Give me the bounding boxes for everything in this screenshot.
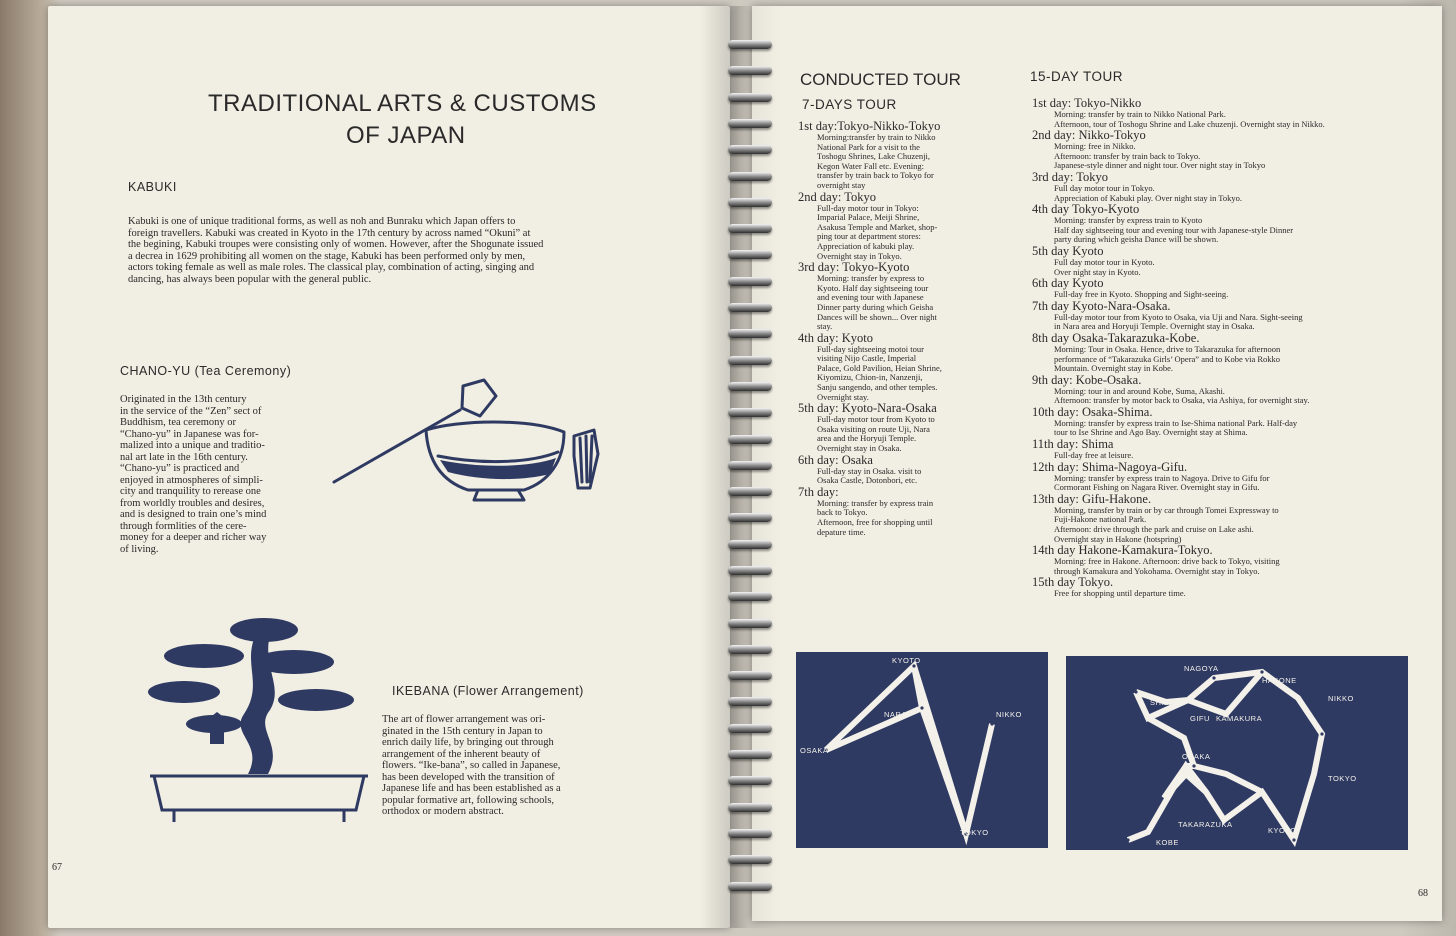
fifteen-day-itinerary [1032, 97, 1422, 599]
kabuki-paragraph [128, 216, 628, 285]
kabuki-line: the begining, Kabuki troupes were consisting only of women. However, after the Shogunate issued [128, 239, 544, 250]
binding-ring [728, 329, 772, 338]
binding-ring [728, 829, 772, 838]
day-description: Kyoto. Half day sightseeing tour [817, 282, 929, 293]
chanoyu-line: nal art late in the 16th century. [120, 451, 248, 463]
day-title: 5th day: Kyoto-Nara-Osaka [798, 401, 937, 416]
day-description: Morning: transfer by train to Nikko National Park. [1054, 109, 1226, 119]
binding-ring [728, 540, 772, 549]
day-description: Full day motor tour in Tokyo. [1054, 182, 1155, 193]
binding-ring [728, 513, 772, 522]
map-label-kyoto: KYOTO [1268, 826, 1297, 835]
day-description: Appreciation of kabuki play. [817, 240, 915, 251]
day-description: Afternoon, free for shopping until [817, 517, 933, 527]
day-description: Palace, Gold Pavilion, Heian Shrine, [817, 362, 942, 373]
day-description: ping tour at department stores: [817, 231, 921, 242]
itinerary-day [1032, 129, 1422, 171]
binding-ring [728, 750, 772, 759]
binding-ring [728, 671, 772, 680]
day-description: Morning:transfer by train to Nikko [817, 132, 936, 142]
binding-ring [728, 566, 772, 575]
day-description: tour to Ise Shrine and Ago Bay. Overnight stay at Shima. [1054, 427, 1248, 438]
binding-ring [728, 592, 772, 601]
ikebana-line: has been developed with the transition of [382, 771, 555, 783]
day-description: depature time. [817, 526, 866, 537]
itinerary-day [1032, 203, 1422, 245]
day-description: Mountain. Overnight stay in Kobe. [1054, 363, 1173, 374]
chanoyu-line: money for a deeper and richer way [120, 532, 267, 543]
itinerary-day [798, 120, 988, 191]
conducted-tour-heading: CONDUCTED TOUR [800, 70, 961, 89]
day-description: Half day sightseeing tour and evening tour with Japanese-style Dinner [1054, 224, 1294, 235]
day-title: 15th day Tokyo. [1032, 575, 1114, 590]
day-description: Full-day stay in Osaka. visit to [817, 465, 922, 476]
ikebana-line: orthodox or modern abstract. [382, 806, 504, 817]
bonsai-illustration [144, 604, 374, 834]
binding-ring [728, 356, 772, 365]
binding-ring [728, 224, 772, 233]
kabuki-heading: KABUKI [128, 180, 177, 194]
day-description: Full-day sightseeing motoi tour [817, 343, 924, 354]
map-label-tokyo: TOKYO [1328, 774, 1357, 783]
map-label-kobe: KOBE [1156, 838, 1179, 847]
binding-ring [728, 487, 772, 496]
binding-ring [728, 198, 772, 207]
chanoyu-line: in the service of the “Zen” sect of [120, 405, 262, 417]
ikebana-line: The art of flower arrangement was ori- [382, 714, 546, 725]
chanoyu-line: through formlities of the cere- [120, 520, 247, 532]
map-label-nikko: NIKKO [996, 710, 1022, 719]
map-label-nagoya: NAGOYA [1184, 664, 1219, 673]
day-description: in Nara area and Horyuji Temple. Overnight stay in Osaka. [1054, 321, 1255, 332]
itinerary-day [1032, 438, 1422, 461]
day-description: stay. [817, 321, 833, 332]
day-description: Overnight stay in Hakone (hotspring) [1054, 533, 1182, 544]
binding-ring [728, 93, 772, 102]
day-description: transfer by train back to Tokyo for [817, 170, 934, 181]
day-description: Morning: tour in and around Kobe, Suma, Akashi. [1054, 385, 1225, 396]
ikebana-line: Japanese life and has been established as a [382, 783, 561, 794]
day-description: Morning, transfer by train or by car through Tomei Expressway to [1054, 504, 1279, 515]
map-label-tokyo: TOKYO [960, 828, 989, 837]
map-label-takarazuka: TAKARAZUKA [1178, 820, 1233, 829]
day-description: Asakusa Temple and Market, shop- [817, 221, 938, 232]
day-description: National Park for a visit to the [817, 141, 920, 152]
binding-ring [728, 882, 772, 891]
binding-ring [728, 40, 772, 49]
day-title: 1st day: Tokyo-Nikko [1032, 96, 1142, 110]
binding-ring [728, 803, 772, 812]
day-title: 12th day: Shima-Nagoya-Gifu. [1032, 459, 1188, 474]
itinerary-day [1032, 300, 1422, 332]
day-title: 2nd day: Nikko-Tokyo [1032, 128, 1146, 143]
map-label-hakone: HAKONE [1262, 676, 1297, 685]
day-description: Dances will be shown... Over night [817, 311, 937, 322]
ikebana-line: ginated in the 15th century in Japan to [382, 725, 543, 737]
day-title: 10th day: Osaka-Shima. [1032, 404, 1153, 419]
day-title: 4th day Tokyo-Kyoto [1032, 202, 1140, 217]
chanoyu-line: enjoyed in atmospheres of simpli- [120, 474, 263, 486]
day-description: Full day motor tour in Kyoto. [1054, 256, 1155, 267]
day-description: Fuji-Hakone national Park. [1054, 514, 1147, 525]
map-label-gifu: GIFU [1190, 714, 1210, 723]
binding-ring [728, 855, 772, 864]
day-description: Morning: transfer by express train to Kyoto [1054, 215, 1203, 226]
chanoyu-line: city and tranquility to rerease one [120, 486, 261, 497]
itinerary-day [1032, 171, 1422, 203]
day-title: 6th day Kyoto [1032, 276, 1104, 291]
itinerary-day [1032, 332, 1422, 374]
day-description: Morning: free in Nikko. [1054, 141, 1136, 152]
binding-ring [728, 645, 772, 654]
seven-day-route-lines [796, 652, 1048, 848]
day-title: 1st day:Tokyo-Nikko-Tokyo [798, 119, 941, 133]
binding-ring [728, 66, 772, 75]
day-description: Cormorant Fishing on Nagara River. Overnight stay in Gifu. [1054, 482, 1260, 493]
page-title-line2: OF JAPAN [346, 122, 466, 149]
day-description: Free for shopping until departure time. [1054, 588, 1186, 599]
kabuki-line: foreign travellers. Kabuki was created in Kyoto in the 17th century by across named “Okuni” at [128, 227, 531, 239]
day-description: Japanese-style dinner and night tour. Over night stay in Tokyo [1054, 160, 1266, 171]
page-number-right: 68 [1418, 888, 1428, 899]
day-title: 13th day: Gifu-Hakone. [1032, 491, 1152, 506]
day-description: Morning: transfer by express train [817, 497, 934, 508]
day-description: Full-day free in Kyoto. Shopping and Sight-seeing. [1054, 289, 1229, 300]
day-title: 3rd day: Tokyo-Kyoto [798, 260, 910, 275]
day-description: Morning: free in Hakone. Afternoon: drive back to Tokyo, visiting [1054, 556, 1280, 567]
binding-ring [728, 776, 772, 785]
chanoyu-line: of living. [120, 543, 159, 555]
day-description: Overnight stay. [817, 391, 869, 402]
binding-ring [728, 145, 772, 154]
day-description: Full-day free at leisure. [1054, 450, 1134, 461]
day-description: Morning: transfer by express to [817, 273, 925, 284]
kabuki-line: dancing, has always been popular with the general public. [128, 273, 372, 285]
map-label-kyoto: KYOTO [892, 656, 921, 665]
day-description: Dinner party during which Geisha [817, 301, 934, 312]
itinerary-day [1032, 277, 1422, 300]
chanoyu-line: and is designed to train one’s mind [120, 509, 267, 520]
day-description: Full-day motor tour from Kyoto to Osaka, via Uji and Nara. Sight-seeing [1054, 311, 1303, 322]
day-description: Osaka Castle, Dotonbori, etc. [817, 475, 918, 486]
binding-ring [728, 119, 772, 128]
chanoyu-line: Originated in the 13th century [120, 394, 247, 405]
binding-ring [728, 435, 772, 444]
day-description: Appreciation of Kabuki play. Over night stay in Tokyo. [1054, 192, 1243, 203]
day-title: 14th day Hakone-Kamakura-Tokyo. [1032, 543, 1213, 558]
tea-ceremony-illustration [328, 372, 628, 512]
binding-ring [728, 697, 772, 706]
day-description: Full-day motor tour from Kyoto to [817, 414, 935, 425]
map-label-nara: NARA [884, 710, 907, 719]
ikebana-line: arrangement of the inherent beauty of [382, 748, 541, 760]
day-title: 5th day Kyoto [1032, 243, 1104, 258]
map-label-kamakura: KAMAKURA [1216, 714, 1263, 723]
day-description: Afternoon: drive through the park and cruise on Lake ashi. [1054, 524, 1254, 535]
map-label-osaka: OSAKA [1182, 752, 1211, 761]
itinerary-day [798, 486, 988, 537]
day-description: Afternoon: transfer by train back to Tokyo. [1054, 150, 1201, 161]
day-description: Imparial Palace, Meiji Shrine, [817, 212, 920, 223]
itinerary-day [798, 261, 988, 332]
day-title: 7th day Kyoto-Nara-Osaka. [1032, 298, 1171, 313]
kabuki-line: Kabuki is one of unique traditional forms, as well as noh and Bunraku which Japan offers to [128, 216, 516, 227]
day-title: 11th day: Shima [1032, 437, 1114, 452]
binding-ring [728, 619, 772, 628]
seven-day-route-map [796, 652, 1048, 848]
ikebana-line: enrich daily life, by bringing out through [382, 737, 554, 748]
day-description: Afternoon, tour of Toshogu Shrine and Lake chuzenji. Overnight stay in Nikko. [1054, 118, 1325, 129]
itinerary-day [798, 332, 988, 403]
chanoyu-heading: CHANO-YU (Tea Ceremony) [120, 364, 292, 378]
day-description: area and the Horyuji Temple. [817, 433, 917, 444]
itinerary-day [1032, 97, 1422, 129]
day-title: 9th day: Kobe-Osaka. [1032, 372, 1142, 387]
binding-ring [728, 382, 772, 391]
kabuki-line: actors toking female as well as male roles. The classical play, combination of acting, singing and [128, 262, 535, 273]
day-description: Osaka visiting on route Uji, Nara [817, 423, 930, 434]
itinerary-day [1032, 544, 1422, 576]
day-description: Morning: transfer by express train to Nagoya. Drive to Gifu for [1054, 472, 1270, 483]
binding-ring [728, 724, 772, 733]
itinerary-day [1032, 374, 1422, 406]
day-description: Sanju sangendo, and other temples. [817, 382, 938, 393]
itinerary-day [1032, 576, 1422, 599]
day-title: 8th day Osaka-Takarazuka-Kobe. [1032, 330, 1200, 345]
day-description: Over night stay in Kyoto. [1054, 266, 1141, 277]
chanoyu-line: from worldly troubles and desires, [120, 497, 265, 509]
day-description: and evening tour with Japanese [817, 292, 924, 303]
binding-ring [728, 277, 772, 286]
day-title: 3rd day: Tokyo [1032, 169, 1108, 184]
ikebana-heading: IKEBANA (Flower Arrangement) [392, 684, 584, 698]
fifteen-day-route-map [1066, 656, 1408, 850]
day-description: back to Tokyo. [817, 507, 868, 518]
day-description: overnight stay [817, 179, 866, 190]
ikebana-line: flowers. “Ike-bana”, so called in Japanese, [382, 760, 561, 771]
day-description: party during which geisha Dance will be shown. [1054, 234, 1219, 245]
binding-ring [728, 303, 772, 312]
kabuki-line: a decrea in 1629 prohibiting all women on the stage, Kabuki has been performed only by men, [128, 250, 526, 262]
map-label-osaka: OSAKA [800, 746, 829, 755]
day-title: 6th day: Osaka [798, 452, 873, 467]
binding-ring [728, 250, 772, 259]
seven-day-subheading: 7-DAYS TOUR [802, 97, 897, 112]
chanoyu-line: malized into a unique and traditio- [120, 440, 265, 451]
right-page [752, 6, 1442, 921]
seven-day-itinerary [798, 120, 988, 537]
day-description: performance of “Takarazuka Girls’ Opera” and to Kobe via Rokko [1054, 353, 1281, 364]
map-label-shima: SHIMA [1150, 698, 1177, 707]
chanoyu-line: Buddhism, tea ceremony or [120, 417, 237, 428]
ikebana-paragraph [382, 714, 608, 818]
fifteen-day-route-lines [1066, 656, 1408, 850]
chanoyu-line: “Chano-yu” is practiced and [120, 463, 240, 474]
map-label-nikko: NIKKO [1328, 694, 1354, 703]
left-page [48, 6, 730, 928]
day-description: Morning: Tour in Osaka. Hence, drive to Takarazuka for afternoon [1054, 343, 1281, 354]
itinerary-day [1032, 493, 1422, 544]
day-description: Toshogu Shrines, Lake Chuzenji, [817, 151, 930, 162]
day-title: 2nd day: Tokyo [798, 189, 877, 204]
day-description: Overnight stay in Osaka. [817, 443, 902, 454]
itinerary-day [1032, 245, 1422, 277]
ikebana-line: popular formative art, following schools, [382, 794, 555, 806]
day-title: 7th day: [798, 484, 839, 499]
day-description: visiting Nijo Castle, Imperial [817, 353, 917, 364]
day-description: Kiyomizu, Chion-in, Nanzenji, [817, 372, 923, 383]
itinerary-day [798, 402, 988, 453]
page-number-left: 67 [52, 862, 62, 873]
day-description: through Kamakura and Yokohama. Overnight stay in Tokyo. [1054, 565, 1260, 576]
day-description: Morning: transfer by express train to Ise-Shima national Park. Half-day [1054, 417, 1298, 428]
day-description: Full-day motor tour in Tokyo: [817, 202, 919, 213]
binding-ring [728, 408, 772, 417]
binding-ring [728, 172, 772, 181]
itinerary-day [798, 454, 988, 486]
itinerary-day [1032, 406, 1422, 438]
day-title: 4th day: Kyoto [798, 330, 873, 345]
chanoyu-line: “Chano-yu” in Japanese was for- [120, 428, 259, 440]
day-description: Afternoon: transfer by motor back to Osaka, via Ashiya, for overnight stay. [1054, 395, 1310, 406]
chanoyu-paragraph [120, 394, 302, 555]
itinerary-day [1032, 461, 1422, 493]
itinerary-day [798, 191, 988, 262]
day-description: Kegon Water Fall etc. Evening: [817, 160, 925, 171]
page-title-line1: TRADITIONAL ARTS & CUSTOMS [208, 90, 597, 117]
binding-ring [728, 461, 772, 470]
fifteen-day-subheading: 15-DAY TOUR [1030, 69, 1124, 84]
day-description: Overnight stay in Tokyo. [817, 250, 902, 261]
